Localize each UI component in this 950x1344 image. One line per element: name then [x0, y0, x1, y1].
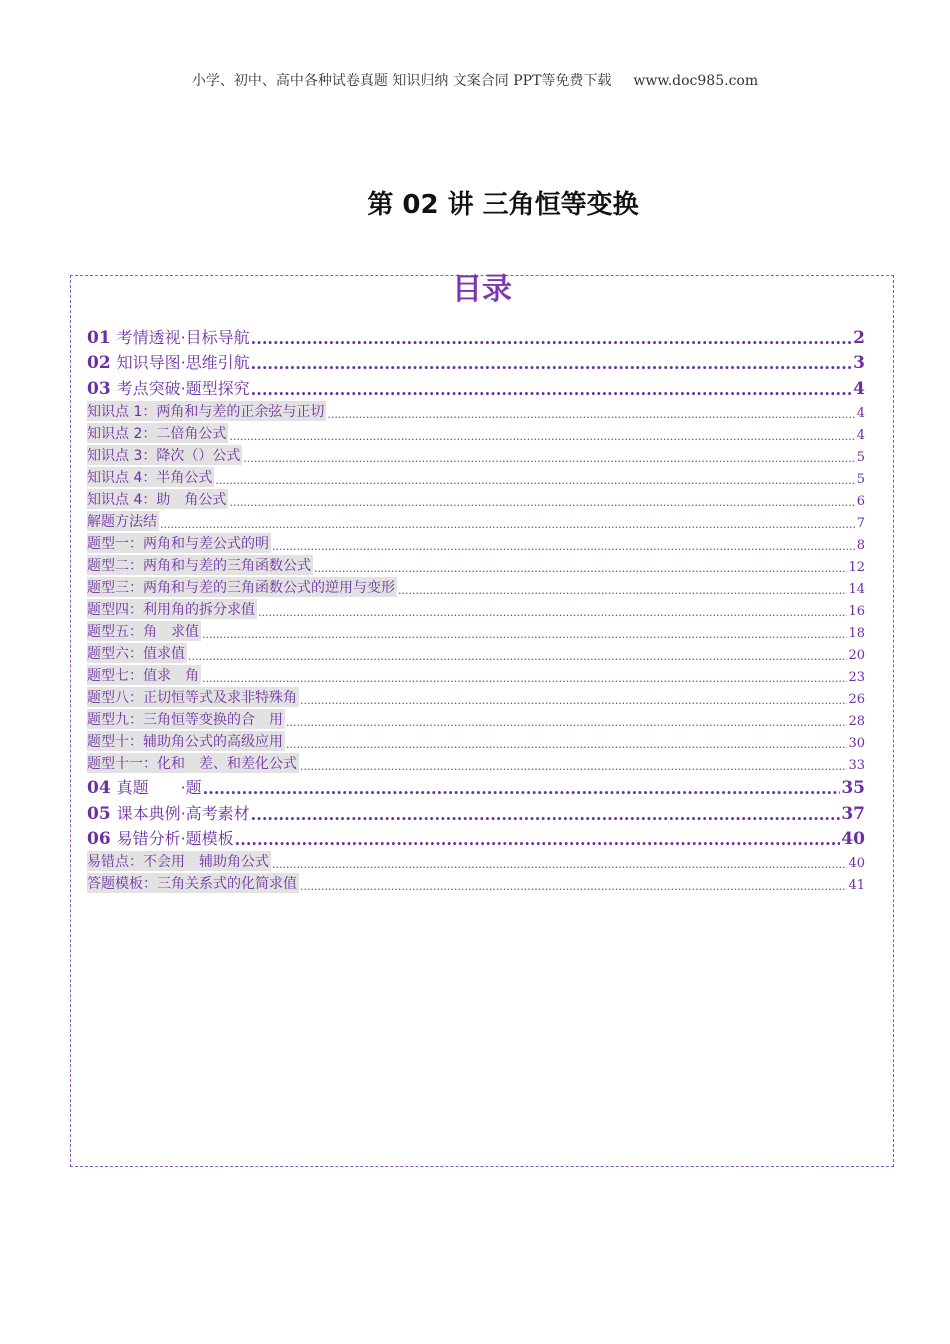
toc-entry[interactable]	[87, 348, 865, 374]
toc-entry[interactable]	[87, 597, 865, 619]
toc-entry-number: 06	[87, 829, 117, 849]
page-header	[0, 70, 950, 90]
toc-dot-leader	[286, 738, 847, 751]
toc-page-number[interactable]: 7	[856, 515, 865, 531]
toc-entry-label[interactable]	[87, 753, 299, 773]
toc-entry-label[interactable]	[87, 687, 299, 707]
toc-entry[interactable]	[87, 575, 865, 597]
toc-entry-number: 01	[87, 327, 117, 348]
toc-entry-text: 题型十一：化和 差、和差化公式	[87, 755, 297, 772]
toc-dot-leader	[188, 650, 847, 663]
toc-dot-leader	[300, 880, 847, 893]
toc-dot-leader	[300, 760, 847, 773]
toc-entry-label[interactable]	[87, 873, 299, 893]
toc-page-number[interactable]: 40	[841, 829, 865, 849]
toc-dot-leader	[215, 474, 855, 487]
toc-dot-leader	[314, 562, 847, 575]
toc-dot-leader	[160, 518, 856, 531]
toc-entry-text: 考情透视·目标导航	[116, 327, 250, 347]
toc-page-number[interactable]: 5	[856, 449, 865, 465]
toc-entry-text: 知识点 1：两角和与差的正余弦与正切	[87, 403, 325, 420]
toc-entry-text: 易错分析·题模板	[116, 829, 234, 848]
toc-entry-label[interactable]	[87, 401, 326, 421]
toc-entry-text: 题型一：两角和与差公式的明	[87, 535, 269, 552]
toc-entry[interactable]	[87, 509, 865, 531]
toc-dot-leader	[202, 628, 847, 641]
toc-entry-label[interactable]	[87, 325, 250, 348]
toc-entry[interactable]	[87, 871, 865, 893]
toc-page-number[interactable]: 30	[848, 735, 865, 751]
toc-page-number[interactable]: 2	[853, 327, 865, 348]
toc-page-number[interactable]: 26	[848, 691, 865, 707]
toc-page-number[interactable]: 40	[848, 856, 865, 871]
toc-page-number[interactable]: 37	[841, 803, 865, 824]
toc-entry-label[interactable]	[87, 665, 201, 685]
toc-dot-leader	[398, 584, 847, 597]
toc-entry-text: 题型六：值求值	[87, 645, 185, 662]
toc-dot-leader	[286, 716, 847, 729]
toc-entry-text: 解题方法结	[87, 513, 157, 530]
toc-entry-label[interactable]	[87, 851, 271, 871]
toc-entry-text: 易错点：不会用 辅助角公式	[87, 854, 269, 870]
toc-entry-text: 题型七：值求 角	[87, 667, 199, 684]
toc-entry-number: 04	[87, 778, 117, 798]
toc-entry[interactable]	[87, 373, 865, 399]
toc-dot-leader	[272, 858, 847, 871]
document-title: 第 02 讲 三角恒等变换	[367, 190, 639, 220]
toc-page-number[interactable]: 33	[848, 757, 865, 773]
toc-entry-label[interactable]	[87, 709, 285, 729]
toc-entry-text: 题型二：两角和与差的三角函数公式	[87, 557, 311, 574]
toc-entry-text: 知识点 3：降次（）公式	[87, 447, 241, 464]
toc-entry[interactable]	[87, 773, 865, 799]
toc-page-number[interactable]: 23	[848, 669, 865, 685]
toc-entry[interactable]	[87, 798, 865, 824]
toc-dot-leader	[203, 779, 841, 798]
toc-entry-text: 考点突破·题型探究	[116, 378, 250, 398]
toc-page-number[interactable]: 12	[848, 559, 865, 575]
toc-page-number[interactable]: 6	[856, 493, 865, 509]
toc-page-number[interactable]: 41	[848, 878, 865, 893]
toc-dot-leader	[202, 672, 847, 685]
toc-heading: 目录	[452, 272, 512, 307]
header-text: 小学、初中、高中各种试卷真题 知识归纳 文案合同 PPT等免费下载	[191, 73, 612, 89]
toc-page-number[interactable]: 35	[841, 778, 865, 798]
toc-dot-leader	[251, 329, 852, 348]
toc-dot-leader	[251, 380, 852, 399]
toc-entry-text: 答题模板：三角关系式的化简求值	[87, 876, 297, 892]
toc-entry-label[interactable]	[87, 599, 257, 619]
toc-dot-leader	[243, 452, 855, 465]
toc-entry-label[interactable]	[87, 445, 242, 465]
toc-entry[interactable]	[87, 399, 865, 421]
toc-entry-label[interactable]	[87, 533, 271, 553]
toc-entry-text: 知识点 4：助 角公式	[87, 491, 227, 508]
toc-entry-label[interactable]	[87, 423, 228, 443]
toc-page-number[interactable]: 18	[848, 625, 865, 641]
toc-dot-leader	[251, 805, 841, 824]
toc-entry[interactable]	[87, 824, 865, 850]
toc-page-number[interactable]: 4	[856, 405, 865, 421]
toc-entry-label[interactable]	[87, 731, 285, 751]
toc-dot-leader	[300, 694, 847, 707]
toc-entry-text: 课本典例·高考素材	[116, 803, 250, 823]
toc-dot-leader	[235, 830, 841, 849]
toc-entry-label[interactable]	[87, 577, 397, 597]
toc-page-number[interactable]: 4	[853, 378, 865, 399]
toc-entry-label[interactable]	[87, 467, 214, 487]
toc-dot-leader	[229, 430, 855, 443]
toc-entry[interactable]	[87, 729, 865, 751]
toc-entry-label[interactable]	[87, 350, 250, 373]
toc-page-number[interactable]: 14	[848, 581, 865, 597]
toc-dot-leader	[251, 354, 852, 373]
toc-entry[interactable]	[87, 443, 865, 465]
toc-page-number[interactable]: 3	[853, 353, 865, 373]
toc-entry-text: 题型四：利用角的拆分求值	[87, 601, 255, 618]
toc-page-number[interactable]: 5	[856, 471, 865, 487]
toc-entry[interactable]	[87, 619, 865, 641]
toc-entry-number: 03	[87, 378, 117, 399]
toc-entry-label[interactable]	[87, 489, 228, 509]
toc-dot-leader	[272, 540, 856, 553]
toc-entry[interactable]	[87, 685, 865, 707]
toc-entry[interactable]	[87, 849, 865, 871]
toc-entry-label[interactable]	[87, 511, 159, 531]
toc-list	[87, 322, 865, 893]
toc-entry[interactable]	[87, 487, 865, 509]
toc-entry-label[interactable]	[87, 826, 234, 849]
toc-entry[interactable]	[87, 421, 865, 443]
toc-entry-text: 题型三：两角和与差的三角函数公式的逆用与变形	[87, 579, 395, 596]
toc-entry[interactable]	[87, 641, 865, 663]
toc-entry[interactable]	[87, 751, 865, 773]
toc-entry-label[interactable]	[87, 376, 250, 399]
toc-entry-label[interactable]	[87, 775, 202, 798]
toc-page-number[interactable]: 8	[856, 537, 865, 553]
toc-entry-label[interactable]	[87, 555, 313, 575]
toc-entry[interactable]	[87, 531, 865, 553]
toc-dot-leader	[229, 496, 855, 509]
toc-entry[interactable]	[87, 553, 865, 575]
toc-entry-label[interactable]	[87, 621, 201, 641]
toc-entry-number: 02	[87, 353, 117, 373]
toc-entry-label[interactable]	[87, 643, 187, 663]
header-site-link[interactable]: www.doc985.com	[633, 73, 759, 89]
toc-page-number[interactable]: 28	[848, 713, 865, 729]
toc-entry-text: 真题 ·题	[116, 778, 202, 797]
toc-entry[interactable]	[87, 322, 865, 348]
toc-entry-text: 知识点 4：半角公式	[87, 469, 213, 486]
toc-entry-label[interactable]	[87, 801, 250, 824]
toc-entry[interactable]	[87, 663, 865, 685]
toc-entry-text: 题型十：辅助角公式的高级应用	[87, 733, 283, 750]
table-of-contents	[70, 272, 894, 1167]
toc-page-number[interactable]: 20	[848, 647, 865, 663]
toc-dot-leader	[258, 606, 847, 619]
toc-entry[interactable]	[87, 465, 865, 487]
toc-entry-text: 题型五：角 求值	[87, 623, 199, 640]
toc-page-number[interactable]: 4	[856, 427, 865, 443]
toc-entry[interactable]	[87, 707, 865, 729]
toc-entry-text: 题型九：三角恒等变换的合 用	[87, 711, 283, 728]
toc-entry-number: 05	[87, 803, 117, 824]
toc-entry-text: 知识导图·思维引航	[116, 353, 250, 372]
toc-entry-text: 题型八：正切恒等式及求非特殊角	[87, 689, 297, 706]
toc-entry-text: 知识点 2：二倍角公式	[87, 425, 227, 442]
toc-page-number[interactable]: 16	[848, 603, 865, 619]
toc-dot-leader	[327, 408, 855, 421]
